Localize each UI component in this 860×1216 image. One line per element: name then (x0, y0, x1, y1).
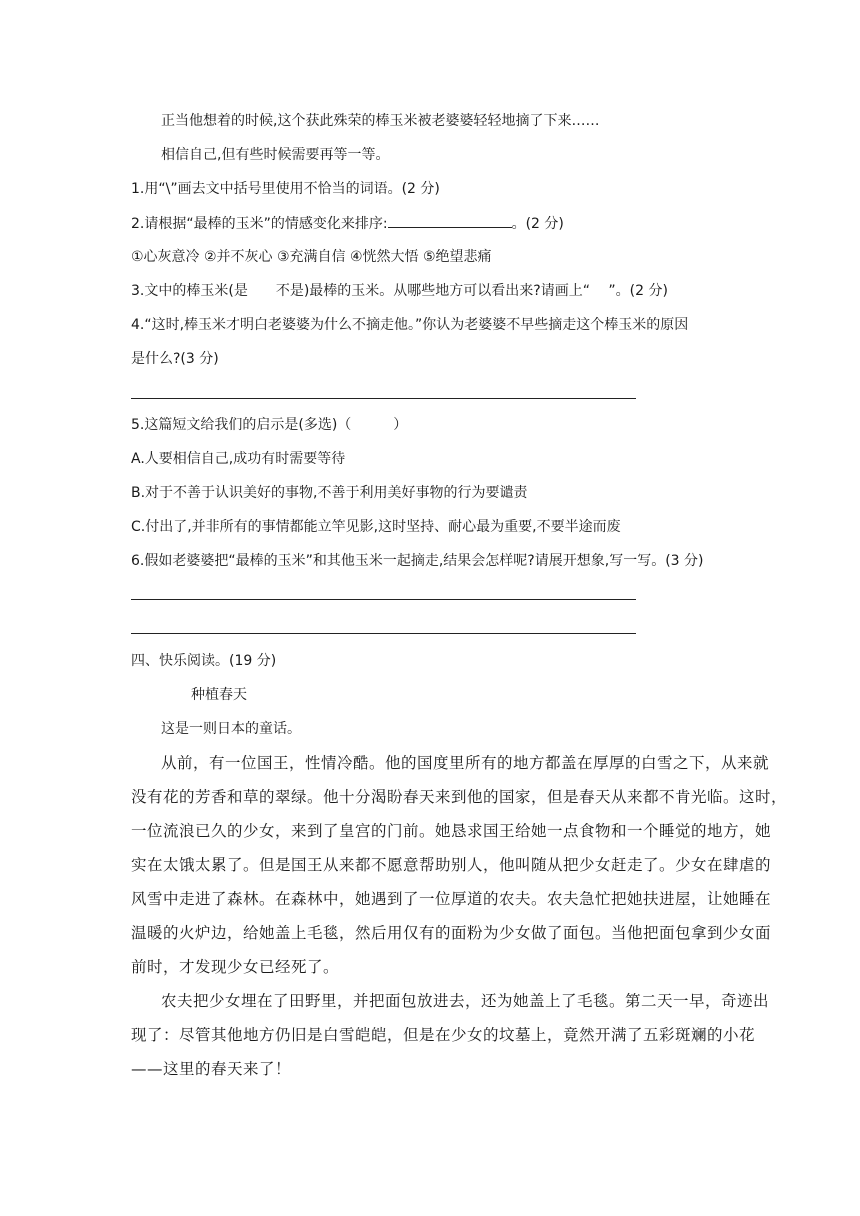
question-3: 3.文中的棒玉米(是 不是)最棒的玉米。从哪些地方可以看出来?请画上“ ”。(2 分) (131, 283, 668, 299)
passage-end-line-2: 相信自己,但有些时候需要再等一等。 (161, 147, 390, 163)
question-6: 6.假如老婆婆把“最棒的玉米”和其他玉米一起摘走,结果会怎样呢?请展开想象,写一写。(3 分) (131, 553, 704, 569)
story-para1-line-4: 实在太饿太累了。但是国王从来都不愿意帮助别人，他叫随从把少女赶走了。少女在肆虐的 (131, 856, 772, 874)
story-para1-line-2: 没有花的芳香和草的翠绿。他十分渴盼春天来到他的国家，但是春天从来都不肯光临。这时， (131, 788, 788, 806)
story-para1-line-3: 一位流浪已久的少女，来到了皇宫的门前。她恳求国王给她一点食物和一个睡觉的地方，她 (131, 822, 772, 840)
story-para1-line-1: 从前，有一位国王，性情冷酷。他的国度里所有的地方都盖在厚厚的白雪之下，从来就 (161, 754, 770, 772)
question-2 (131, 213, 564, 234)
story-title: 种植春天 (191, 687, 247, 703)
story-para1-line-6: 温暖的火炉边，给她盖上毛毯，然后用仅有的面粉为少女做了面包。当他把面包拿到少女面 (131, 924, 772, 942)
question-1: 1.用“\”画去文中括号里使用不恰当的词语。(2 分) (131, 181, 440, 197)
question-2-prefix: 2.请根据“最棒的玉米”的情感变化来排序: (131, 216, 388, 232)
question-5-option-a: A.人要相信自己,成功有时需要等待 (131, 451, 346, 467)
question-2-suffix: 。(2 分) (511, 216, 564, 232)
question-5: 5.这篇短文给我们的启示是(多选)（ ） (131, 417, 408, 433)
question-4-answer-line[interactable] (131, 398, 636, 399)
story-intro: 这是一则日本的童话。 (161, 721, 301, 737)
story-para1-line-7: 前时，才发现少女已经死了。 (131, 958, 340, 976)
question-4-line-1: 4.“这时,棒玉米才明白老婆婆为什么不摘走他。”你认为老婆婆不早些摘走这个棒玉米的原因 (131, 317, 689, 333)
question-5-option-c: C.付出了,并非所有的事情都能立竿见影,这时坚持、耐心最为重要,不要半途而废 (131, 519, 621, 535)
question-5-option-b: B.对于不善于认识美好的事物,不善于利用美好事物的行为要谴责 (131, 485, 528, 501)
story-para1-line-5: 风雪中走进了森林。在森林中，她遇到了一位厚道的农夫。农夫急忙把她扶进屋，让她睡在 (131, 890, 772, 908)
question-2-answer-blank[interactable] (388, 213, 512, 228)
question-6-answer-line-2[interactable] (131, 633, 636, 634)
story-para2-line-3: ——这里的春天来了！ (131, 1060, 292, 1078)
question-6-answer-line-1[interactable] (131, 599, 636, 600)
passage-end-line-1: 正当他想着的时候,这个获此殊荣的棒玉米被老婆婆轻轻地摘了下来…… (161, 113, 600, 129)
question-4-line-2: 是什么?(3 分) (131, 351, 219, 367)
section-4-heading: 四、快乐阅读。(19 分) (131, 653, 277, 669)
question-2-options: ①心灰意冷 ②并不灰心 ③充满自信 ④恍然大悟 ⑤绝望悲痛 (131, 249, 492, 265)
story-para2-line-1: 农夫把少女埋在了田野里，并把面包放进去，还为她盖上了毛毯。第二天一早，奇迹出 (161, 992, 770, 1010)
story-para2-line-2: 现了：尽管其他地方仍旧是白雪皑皑，但是在少女的坟墓上，竟然开满了五彩斑斓的小花 (131, 1026, 756, 1044)
